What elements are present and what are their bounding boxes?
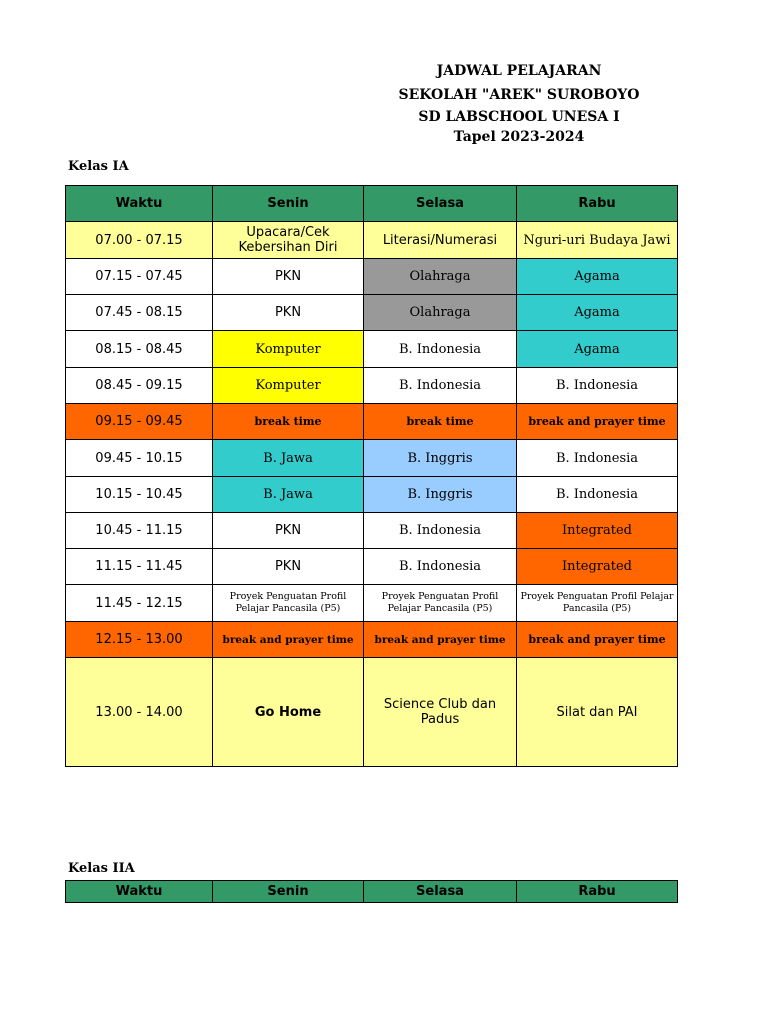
subject-cell: Literasi/Numerasi — [364, 222, 517, 259]
subject-cell: B. Jawa — [213, 477, 364, 513]
table-row — [66, 477, 678, 513]
time-cell: 11.45 - 12.15 — [66, 585, 213, 622]
table-row — [66, 295, 678, 331]
break-cell: break and prayer time — [517, 622, 678, 658]
subject-cell: Olahraga — [364, 259, 517, 295]
subject-cell: PKN — [213, 513, 364, 549]
subject-cell: Agama — [517, 259, 678, 295]
subject-cell: B. Indonesia — [517, 440, 678, 477]
break-cell: break and prayer time — [517, 404, 678, 440]
col-header-senin: Senin — [213, 186, 364, 222]
table-header-row — [66, 186, 678, 222]
subject-cell: B. Jawa — [213, 440, 364, 477]
subject-cell: PKN — [213, 295, 364, 331]
subject-cell: Komputer — [213, 331, 364, 368]
table-row — [66, 368, 678, 404]
col-header-selasa: Selasa — [364, 881, 517, 903]
table-row — [66, 222, 678, 259]
time-cell: 08.15 - 08.45 — [66, 331, 213, 368]
table-row — [66, 549, 678, 585]
table-header-row — [66, 881, 678, 903]
col-header-selasa: Selasa — [364, 186, 517, 222]
schedule-table-class2 — [65, 880, 678, 903]
table-row — [66, 331, 678, 368]
table-row — [66, 585, 678, 622]
time-cell: 13.00 - 14.00 — [66, 658, 213, 767]
break-cell: break time — [213, 404, 364, 440]
header-year: Tapel 2023-2024 — [453, 129, 585, 145]
table-row — [66, 658, 678, 767]
subject-cell: Proyek Penguatan Profil Pelajar Pancasila (P5) — [517, 585, 678, 622]
subject-cell: Science Club dan Padus — [364, 658, 517, 767]
time-cell: 09.15 - 09.45 — [66, 404, 213, 440]
table-row-break — [66, 404, 678, 440]
table-row-break — [66, 622, 678, 658]
time-cell: 10.15 - 10.45 — [66, 477, 213, 513]
subject-cell: Proyek Penguatan Profil Pelajar Pancasila (P5) — [213, 585, 364, 622]
break-cell: break time — [364, 404, 517, 440]
schedule-table-class1 — [65, 185, 678, 767]
break-cell: break and prayer time — [364, 622, 517, 658]
subject-cell: Agama — [517, 295, 678, 331]
subject-cell: Integrated — [517, 549, 678, 585]
col-header-senin: Senin — [213, 881, 364, 903]
subject-cell: PKN — [213, 259, 364, 295]
time-cell: 12.15 - 13.00 — [66, 622, 213, 658]
subject-cell: B. Indonesia — [364, 331, 517, 368]
table-row — [66, 259, 678, 295]
subject-cell: PKN — [213, 549, 364, 585]
subject-cell: Go Home — [213, 658, 364, 767]
subject-cell: Integrated — [517, 513, 678, 549]
class2-label: Kelas IIA — [68, 861, 135, 876]
time-cell: 10.45 - 11.15 — [66, 513, 213, 549]
time-cell: 11.15 - 11.45 — [66, 549, 213, 585]
subject-cell: B. Inggris — [364, 440, 517, 477]
time-cell: 07.45 - 08.15 — [66, 295, 213, 331]
subject-cell: Olahraga — [364, 295, 517, 331]
time-cell: 07.00 - 07.15 — [66, 222, 213, 259]
col-header-rabu: Rabu — [517, 186, 678, 222]
time-cell: 07.15 - 07.45 — [66, 259, 213, 295]
time-cell: 09.45 - 10.15 — [66, 440, 213, 477]
subject-cell: Komputer — [213, 368, 364, 404]
subject-cell: B. Indonesia — [517, 477, 678, 513]
subject-cell: Upacara/Cek Kebersihan Diri — [213, 222, 364, 259]
subject-cell: B. Indonesia — [364, 513, 517, 549]
table-row — [66, 440, 678, 477]
subject-cell: Agama — [517, 331, 678, 368]
col-header-waktu: Waktu — [66, 881, 213, 903]
time-cell: 08.45 - 09.15 — [66, 368, 213, 404]
break-cell: break and prayer time — [213, 622, 364, 658]
subject-cell: B. Inggris — [364, 477, 517, 513]
subject-cell: Proyek Penguatan Profil Pelajar Pancasila (P5) — [364, 585, 517, 622]
subject-cell: B. Indonesia — [517, 368, 678, 404]
header-title: JADWAL PELAJARAN — [436, 63, 602, 79]
table-row — [66, 513, 678, 549]
header-school: SEKOLAH "AREK" SUROBOYO — [398, 87, 640, 103]
subject-cell: B. Indonesia — [364, 549, 517, 585]
subject-cell: B. Indonesia — [364, 368, 517, 404]
subject-cell: Silat dan PAI — [517, 658, 678, 767]
class1-label: Kelas IA — [68, 159, 129, 174]
subject-cell: Nguri-uri Budaya Jawi — [517, 222, 678, 259]
col-header-rabu: Rabu — [517, 881, 678, 903]
col-header-waktu: Waktu — [66, 186, 213, 222]
header-school-sub: SD LABSCHOOL UNESA I — [418, 109, 620, 125]
